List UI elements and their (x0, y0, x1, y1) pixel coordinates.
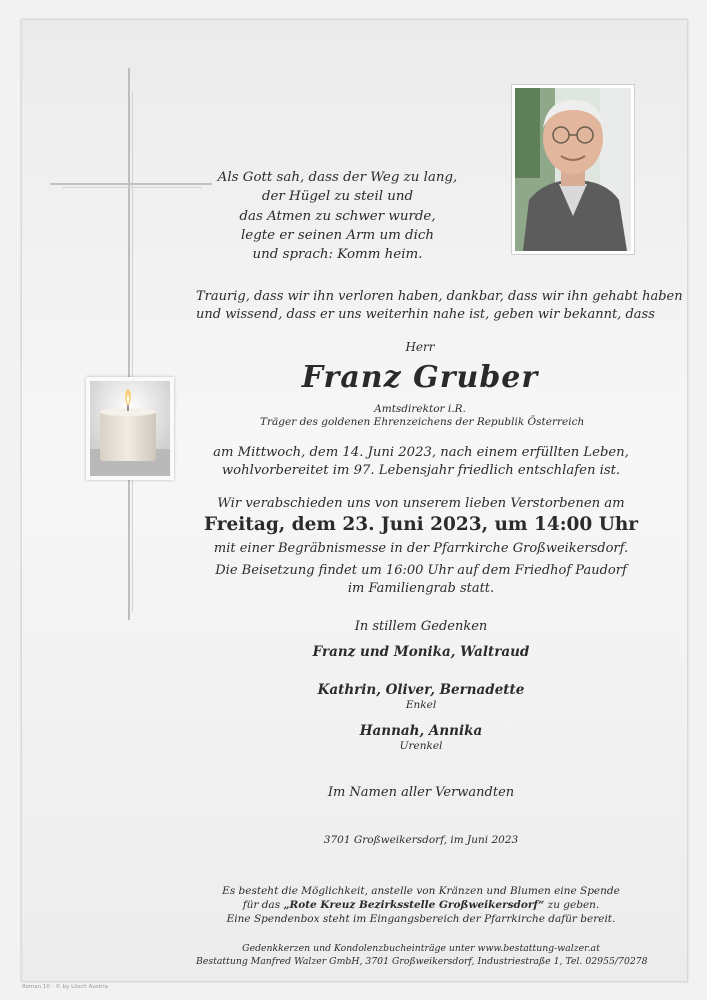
funeral-date: Freitag, dem 23. Juni 2023, um 14:00 Uhr (203, 514, 639, 535)
farewell-intro: Wir verabschieden uns von unserem lieben Verstorbenen am (217, 496, 625, 511)
family-line: Hannah, Annika (359, 723, 483, 739)
honor-line: Träger des goldenen Ehrenzeichens der Republik Österreich (260, 416, 585, 428)
poem-line: Als Gott sah, dass der Weg zu lang, (217, 170, 458, 185)
donation-prefix: für das (242, 899, 281, 911)
deceased-name: Franz Gruber (301, 360, 539, 395)
donation-suffix: zu geben. (547, 899, 600, 911)
intro-line: Traurig, dass wir ihn verloren haben, dankbar, dass wir ihn gehabt haben (196, 289, 683, 304)
poem-line: legte er seinen Arm um dich (240, 227, 434, 243)
poem-line: und sprach: Komm heim. (252, 247, 423, 263)
undertaker-line: Bestattung Manfred Walzer GmbH, 3701 Großweikersdorf, Industriestraße 1, Tel. 02955/70278 (196, 956, 648, 967)
memory-line: In stillem Gedenken (354, 619, 488, 634)
undertaker-line: Gedenkkerzen und Kondolenzbucheinträge unter www.bestattung-walzer.at (242, 943, 600, 954)
family-role: Urenkel (399, 740, 443, 752)
template-label: Roman 10 - © by Lösch Austria (22, 984, 109, 990)
intro-line: und wissend, dass er uns weiterhin nahe ist, geben wir bekannt, dass (196, 307, 655, 322)
death-line: am Mittwoch, dem 14. Juni 2023, nach einem erfüllten Leben, (213, 445, 629, 460)
salutation: Herr (405, 340, 435, 354)
donation-line: Es besteht die Möglichkeit, anstelle von Kränzen und Blumen eine Spende (222, 885, 620, 897)
poem-line: der Hügel zu steil und (261, 189, 414, 205)
donation-line (196, 899, 646, 911)
family-role: Enkel (405, 699, 437, 711)
relatives-line: Im Namen aller Verwandten (327, 785, 515, 800)
portrait-photo (511, 84, 635, 255)
donation-line: Eine Spendenbox steht im Eingangsbereich der Pfarrkirche dafür bereit. (226, 913, 616, 925)
poem (215, 168, 460, 264)
mass-line: mit einer Begräbnismesse in der Pfarrkirche Großweikersdorf. (213, 541, 629, 556)
family-line: Kathrin, Oliver, Bernadette (317, 682, 525, 698)
burial-line: Die Beisetzung findet um 16:00 Uhr auf dem Friedhof Paudorf (215, 563, 627, 578)
candle-image (86, 377, 174, 480)
poem-line: das Atmen zu schwer wurde, (239, 208, 436, 224)
family-line: Franz und Monika, Waltraud (312, 644, 530, 660)
burial-line: im Familiengrab statt. (347, 581, 495, 596)
donation-recipient: „Rote Kreuz Bezirksstelle Großweikersdorf“ (283, 899, 545, 911)
title-line: Amtsdirektor i.R. (374, 403, 466, 415)
death-line: wohlvorbereitet im 97. Lebensjahr friedlich entschlafen ist. (221, 463, 621, 478)
place-date: 3701 Großweikersdorf, im Juni 2023 (323, 834, 519, 846)
